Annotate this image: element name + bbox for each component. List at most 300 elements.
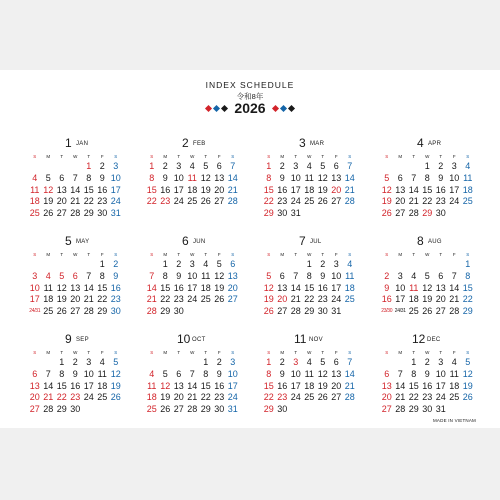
day-cell: 27 <box>331 196 342 207</box>
weekday-label: S <box>231 154 235 159</box>
day-cell <box>69 161 83 173</box>
day-cell: 30 <box>435 208 446 219</box>
diamond-icon <box>221 104 228 111</box>
day-cell: 1 <box>411 357 417 367</box>
day-cell: 18 <box>408 294 419 305</box>
day-cell: 30 <box>97 208 108 219</box>
day-cell: 28 <box>408 208 419 219</box>
week-row <box>28 404 123 416</box>
day-cell: 19 <box>381 196 392 207</box>
day-cell: 10 <box>395 282 406 293</box>
weekday-label: F <box>334 350 338 355</box>
day-cell: 19 <box>43 196 54 207</box>
day-cell: 15 <box>56 380 67 391</box>
day-cell: 9 <box>162 172 168 183</box>
day-cell: 16 <box>160 184 171 195</box>
day-cell: 12 <box>462 368 473 379</box>
day-cell: 27 <box>331 392 342 403</box>
day-cell: 9 <box>113 270 119 281</box>
footer-note: MADE IN VIETNAM <box>432 418 476 423</box>
weekday-label: S <box>114 154 118 159</box>
day-cell: 7 <box>230 161 236 171</box>
day-cell <box>289 259 303 271</box>
day-cell: 18 <box>29 196 40 207</box>
day-cell: 12 <box>263 282 274 293</box>
month-aug <box>380 234 475 318</box>
day-cell <box>461 404 475 416</box>
day-cell: 1 <box>424 161 430 171</box>
month-abbr: MAR <box>310 141 325 147</box>
day-cell: 21 <box>43 392 54 403</box>
weekday-label: W <box>73 252 78 257</box>
day-cell <box>28 357 42 369</box>
weekday-label: M <box>398 350 403 355</box>
day-cell: 17 <box>395 294 406 305</box>
day-cell: 9 <box>216 368 222 379</box>
day-cell: 28 <box>344 196 355 207</box>
day-cell <box>42 259 56 271</box>
day-cell: 13 <box>331 172 342 183</box>
weekday-label: M <box>46 252 51 257</box>
weekday-label: T <box>439 252 443 257</box>
day-cell: 19 <box>317 380 328 391</box>
week-row <box>28 259 123 271</box>
weekday-header <box>28 153 123 161</box>
day-cell: 3 <box>176 161 182 171</box>
day-cell: 10 <box>187 270 198 281</box>
day-cell: 3 <box>32 270 38 281</box>
day-cell: 28 <box>187 404 198 415</box>
day-cell: 3 <box>113 161 119 171</box>
weekday-label: S <box>267 350 271 355</box>
day-cell <box>394 161 408 173</box>
day-cell: 22 <box>146 196 157 207</box>
day-cell: 7 <box>451 270 457 281</box>
day-cell: 30 <box>110 306 121 317</box>
week-row <box>380 294 475 306</box>
day-cell: 4 <box>149 368 155 379</box>
day-cell: 12 <box>200 172 211 183</box>
day-cell: 15 <box>304 282 315 293</box>
day-cell: 23 <box>422 392 433 403</box>
week-row <box>28 294 123 306</box>
day-cell: 2 <box>72 357 78 367</box>
right-diamonds-icon <box>272 106 295 111</box>
weekday-label: S <box>267 252 271 257</box>
day-cell: 11 <box>43 282 53 293</box>
day-cell: 9 <box>176 270 182 281</box>
day-cell: 20 <box>277 294 288 305</box>
day-cell <box>96 404 110 416</box>
day-cell: 8 <box>424 172 430 183</box>
day-cell: 20 <box>395 196 406 207</box>
week-row <box>145 196 240 208</box>
day-cell: 24 <box>83 392 94 403</box>
day-cell: 22 <box>408 392 419 403</box>
week-row <box>262 208 357 220</box>
day-cell: 10 <box>331 270 342 281</box>
day-cell: 8 <box>162 270 168 281</box>
day-cell: 30 <box>317 306 328 317</box>
weekday-label: W <box>190 154 195 159</box>
day-cell: 7 <box>149 270 155 281</box>
month-dec <box>380 332 475 416</box>
week-row <box>28 306 123 318</box>
day-cell: 23 <box>435 196 446 207</box>
week-row <box>28 185 123 197</box>
day-cell: 4 <box>189 161 195 171</box>
day-cell: 31 <box>227 404 238 415</box>
day-cell: 19 <box>214 282 225 293</box>
day-cell <box>69 259 83 271</box>
month-number: 5 <box>65 234 72 248</box>
day-cell: 11 <box>345 270 355 281</box>
month-may <box>28 234 123 318</box>
day-cell <box>303 208 317 220</box>
weekday-label: T <box>412 252 416 257</box>
day-cell: 7 <box>347 357 353 367</box>
day-cell: 19 <box>110 380 121 391</box>
weekday-label: S <box>231 252 235 257</box>
day-cell: 21 <box>83 294 94 305</box>
day-cell <box>42 161 56 173</box>
week-row <box>145 161 240 173</box>
day-cell: 2 <box>438 161 444 171</box>
day-cell: 21 <box>227 184 238 195</box>
weekday-label: S <box>231 350 235 355</box>
weekday-label: S <box>150 252 154 257</box>
day-cell <box>145 357 159 369</box>
calendar-header <box>0 80 500 115</box>
day-cell: 11 <box>409 282 419 293</box>
day-cell: 24/31 <box>29 308 41 315</box>
day-cell: 5 <box>320 161 326 171</box>
week-row <box>145 392 240 404</box>
day-cell: 18 <box>344 282 355 293</box>
day-cell: 21 <box>187 392 198 403</box>
day-cell: 10 <box>110 172 121 183</box>
day-cell <box>461 208 475 220</box>
day-cell: 13 <box>331 368 342 379</box>
day-cell: 3 <box>397 270 403 281</box>
day-cell: 26 <box>200 196 211 207</box>
day-cell: 6 <box>333 357 339 367</box>
day-cell: 1 <box>203 357 209 367</box>
weekday-label: T <box>439 350 443 355</box>
weekday-label: S <box>114 350 118 355</box>
month-header <box>28 332 123 348</box>
day-cell: 17 <box>331 282 342 293</box>
weekday-label: S <box>466 350 470 355</box>
month-jun <box>145 234 240 318</box>
day-cell: 19 <box>462 380 473 391</box>
weekday-header <box>28 349 123 357</box>
day-cell: 6 <box>216 161 222 171</box>
day-cell: 9 <box>424 368 430 379</box>
day-cell: 1 <box>465 259 471 269</box>
day-cell: 14 <box>344 172 355 183</box>
day-cell: 20 <box>173 392 184 403</box>
day-cell: 25 <box>462 196 473 207</box>
day-cell: 26 <box>56 306 67 317</box>
day-cell: 31 <box>435 404 446 415</box>
month-jan <box>28 136 123 220</box>
day-cell <box>380 161 394 173</box>
day-cell: 14 <box>395 380 406 391</box>
day-cell: 27 <box>435 306 446 317</box>
day-cell: 30 <box>277 404 288 415</box>
day-cell: 7 <box>72 172 78 183</box>
day-cell: 14 <box>227 172 238 183</box>
day-cell: 7 <box>411 172 417 183</box>
week-row <box>380 381 475 393</box>
month-header <box>380 136 475 152</box>
day-cell: 14 <box>187 380 198 391</box>
day-cell: 19 <box>317 184 328 195</box>
day-cell: 13 <box>173 380 184 391</box>
day-cell <box>172 357 186 369</box>
weekday-label: W <box>307 154 312 159</box>
day-cell: 11 <box>201 270 211 281</box>
day-cell: 29 <box>200 404 211 415</box>
weekday-label: F <box>217 350 221 355</box>
day-cell <box>289 404 303 416</box>
weekday-label: W <box>190 252 195 257</box>
weekday-label: M <box>46 154 51 159</box>
month-header <box>145 234 240 250</box>
weekday-label: W <box>307 350 312 355</box>
day-cell: 2 <box>320 259 326 269</box>
day-cell: 9 <box>72 368 78 379</box>
weekday-label: M <box>398 252 403 257</box>
day-cell: 1 <box>86 161 92 171</box>
day-cell: 12 <box>422 282 433 293</box>
day-cell: 11 <box>304 368 314 379</box>
day-cell: 24 <box>435 392 446 403</box>
day-cell: 15 <box>160 282 171 293</box>
week-row <box>145 294 240 306</box>
day-cell: 21 <box>344 184 355 195</box>
day-cell: 10 <box>449 172 460 183</box>
month-number: 8 <box>417 234 424 248</box>
day-cell: 25 <box>304 196 315 207</box>
day-cell: 25 <box>408 306 419 317</box>
day-cell: 3 <box>86 357 92 367</box>
year-label: 2026 <box>234 100 266 116</box>
day-cell: 25 <box>97 392 108 403</box>
day-cell: 15 <box>263 184 274 195</box>
day-cell: 24 <box>449 196 460 207</box>
month-header <box>262 136 357 152</box>
day-cell <box>434 259 448 271</box>
week-row <box>28 369 123 381</box>
day-cell: 20 <box>29 392 40 403</box>
weekday-label: M <box>280 350 285 355</box>
weekday-label: F <box>452 154 456 159</box>
day-cell <box>276 259 290 271</box>
day-cell: 5 <box>113 357 119 367</box>
weekday-label: F <box>452 350 456 355</box>
day-cell: 3 <box>451 161 457 171</box>
day-cell: 25 <box>43 306 54 317</box>
day-cell: 20 <box>214 184 225 195</box>
day-cell: 1 <box>266 161 272 171</box>
day-cell: 20 <box>381 392 392 403</box>
weekday-header <box>380 251 475 259</box>
day-cell: 19 <box>422 294 433 305</box>
week-row <box>262 392 357 404</box>
day-cell: 2 <box>279 161 285 171</box>
day-cell: 12 <box>317 172 328 183</box>
weekday-label: W <box>307 252 312 257</box>
day-cell: 9 <box>279 368 285 379</box>
day-cell: 14 <box>344 368 355 379</box>
day-cell: 13 <box>381 380 392 391</box>
day-cell <box>42 357 56 369</box>
day-cell: 8 <box>266 172 272 183</box>
day-cell: 5 <box>424 270 430 281</box>
weekday-label: T <box>321 350 325 355</box>
week-row <box>380 357 475 369</box>
day-cell: 4 <box>306 161 312 171</box>
weekday-label: T <box>294 154 298 159</box>
month-header <box>262 332 357 348</box>
day-cell: 3 <box>293 161 299 171</box>
week-row <box>380 306 475 318</box>
day-cell: 8 <box>59 368 65 379</box>
day-cell: 20 <box>56 196 67 207</box>
weekday-label: M <box>163 350 168 355</box>
day-cell: 6 <box>32 368 38 379</box>
weekday-label: F <box>452 252 456 257</box>
day-cell: 21 <box>290 294 301 305</box>
month-number: 3 <box>299 136 306 150</box>
day-cell: 26 <box>110 392 121 403</box>
day-cell: 2 <box>162 161 168 171</box>
weekday-label: W <box>73 154 78 159</box>
day-cell <box>343 306 357 318</box>
month-number: 6 <box>182 234 189 248</box>
diamond-icon <box>272 104 279 111</box>
month-abbr: AUG <box>428 239 442 245</box>
day-cell: 17 <box>227 380 238 391</box>
day-cell <box>448 404 462 416</box>
day-cell: 22 <box>200 392 211 403</box>
day-cell: 8 <box>411 368 417 379</box>
day-cell: 13 <box>227 270 238 281</box>
day-cell: 5 <box>162 368 168 379</box>
day-cell: 25 <box>304 392 315 403</box>
day-cell: 7 <box>397 368 403 379</box>
day-cell: 17 <box>110 184 121 195</box>
day-cell: 4 <box>99 357 105 367</box>
week-row <box>28 173 123 185</box>
day-cell: 29 <box>83 208 94 219</box>
day-cell: 10 <box>83 368 94 379</box>
week-row <box>380 161 475 173</box>
day-cell: 13 <box>277 282 288 293</box>
day-cell: 2 <box>424 357 430 367</box>
week-row <box>380 173 475 185</box>
weekday-label: F <box>100 154 104 159</box>
day-cell: 26 <box>462 392 473 403</box>
day-cell: 20 <box>435 294 446 305</box>
weekday-label: F <box>217 252 221 257</box>
day-cell: 3 <box>438 357 444 367</box>
weekday-label: S <box>348 252 352 257</box>
weekday-label: W <box>190 350 195 355</box>
day-cell: 4 <box>32 172 38 183</box>
day-cell <box>28 161 42 173</box>
day-cell: 29 <box>97 306 108 317</box>
day-cell <box>330 208 344 220</box>
weekday-label: S <box>33 154 37 159</box>
day-cell: 23 <box>214 392 225 403</box>
day-cell: 22 <box>160 294 171 305</box>
day-cell: 16 <box>381 294 392 305</box>
day-cell: 1 <box>306 259 312 269</box>
weekday-label: W <box>425 252 430 257</box>
week-row <box>380 392 475 404</box>
day-cell: 11 <box>304 172 314 183</box>
day-cell: 15 <box>200 380 211 391</box>
week-row <box>380 185 475 197</box>
day-cell: 24 <box>227 392 238 403</box>
day-cell <box>226 306 240 318</box>
day-cell: 23 <box>70 392 81 403</box>
day-cell: 1 <box>266 357 272 367</box>
day-cell: 22 <box>304 294 315 305</box>
day-cell: 26 <box>160 404 171 415</box>
week-row <box>145 185 240 197</box>
day-cell: 12 <box>110 368 121 379</box>
month-abbr: DEC <box>427 337 441 343</box>
day-cell: 15 <box>408 380 419 391</box>
month-abbr: FEB <box>193 141 206 147</box>
week-row <box>262 306 357 318</box>
day-cell: 8 <box>465 270 471 281</box>
day-cell: 18 <box>449 380 460 391</box>
day-cell: 4 <box>411 270 417 281</box>
era-label: 令和8年 <box>236 92 264 101</box>
day-cell: 17 <box>449 184 460 195</box>
weekday-label: T <box>87 154 91 159</box>
day-cell: 19 <box>160 392 171 403</box>
week-row <box>145 306 240 318</box>
week-row <box>262 173 357 185</box>
weekday-label: T <box>60 252 64 257</box>
week-row <box>28 271 123 283</box>
day-cell: 6 <box>384 368 390 379</box>
month-number: 4 <box>417 136 424 150</box>
day-cell: 12 <box>43 184 54 195</box>
day-cell: 25 <box>29 208 40 219</box>
day-cell: 30 <box>422 404 433 415</box>
weekday-label: S <box>33 252 37 257</box>
weekday-label: T <box>204 154 208 159</box>
diamond-icon <box>280 104 287 111</box>
day-cell: 22 <box>56 392 67 403</box>
day-cell: 8 <box>203 368 209 379</box>
day-cell: 3 <box>293 357 299 367</box>
day-cell: 4 <box>45 270 51 281</box>
day-cell: 21 <box>344 380 355 391</box>
weekday-label: F <box>334 252 338 257</box>
day-cell: 5 <box>45 172 51 183</box>
day-cell: 7 <box>86 270 92 281</box>
day-cell: 7 <box>45 368 51 379</box>
day-cell: 6 <box>279 270 285 281</box>
